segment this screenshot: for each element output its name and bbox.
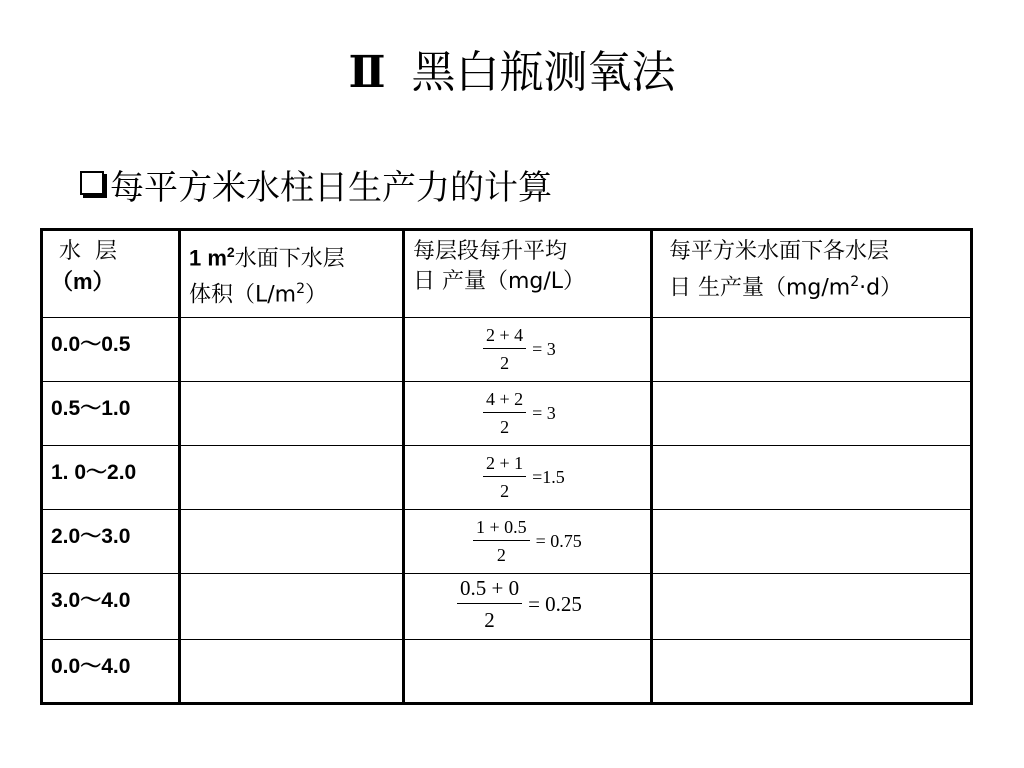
formula-cell: $\frac{1 + 0.5}{2}$ = 0.75 <box>404 509 652 573</box>
table-row <box>42 317 972 381</box>
area-output-cell <box>652 381 972 445</box>
checkbox-bullet-icon <box>80 171 104 195</box>
volume-cell <box>180 381 404 445</box>
area-output-cell <box>652 509 972 573</box>
subtitle-text: 每平方米水柱日生产力的计算 <box>110 168 552 208</box>
formula-cell: $\frac{2 + 1}{2}$ =1.5 <box>404 445 652 509</box>
volume-cell <box>180 639 404 703</box>
range-cell: 1. 0～2.0 <box>42 445 180 509</box>
page-title <box>0 36 1024 100</box>
title-text: 黑白瓶测氧法 <box>411 47 676 98</box>
range-cell: 0.0～4.0 <box>42 639 180 703</box>
formula-cell: $\frac{2 + 4}{2}$ = 3 <box>404 317 652 381</box>
area-output-cell <box>652 317 972 381</box>
table-row <box>42 445 972 509</box>
area-output-cell <box>652 445 972 509</box>
volume-cell <box>180 573 404 639</box>
range-cell: 0.0～0.5 <box>42 317 180 381</box>
range-cell: 2.0～3.0 <box>42 509 180 573</box>
formula-cell: $\frac{4 + 2}{2}$ = 3 <box>404 381 652 445</box>
range-cell: 0.5～1.0 <box>42 381 180 445</box>
header-cell-avg-output: 每层段每升平均 日 产量（mg/L） <box>404 230 652 318</box>
volume-cell <box>180 445 404 509</box>
data-table <box>40 228 973 705</box>
area-output-cell <box>652 639 972 703</box>
title-roman-numeral: Ⅱ <box>348 47 386 98</box>
header-cell-area-output: 每平方米水面下各水层 日 生产量$(mg/m^2\cdot d)$ <box>652 230 972 318</box>
table-row <box>42 381 972 445</box>
table-header-row <box>42 230 972 318</box>
formula-cell: $\frac{0.5 + 0}{2}$ = 0.25 <box>404 573 652 639</box>
formula-cell <box>404 639 652 703</box>
table-row <box>42 573 972 639</box>
header-cell-layer: 水 层 （m） <box>42 230 180 318</box>
range-cell: 3.0～4.0 <box>42 573 180 639</box>
table-row <box>42 639 972 703</box>
volume-cell <box>180 317 404 381</box>
header-cell-volume: 1 $m^2$水面下水层 体积$(L/m^2)$ <box>180 230 404 318</box>
volume-cell <box>180 509 404 573</box>
area-output-cell <box>652 573 972 639</box>
subtitle <box>80 160 552 209</box>
table-row <box>42 509 972 573</box>
